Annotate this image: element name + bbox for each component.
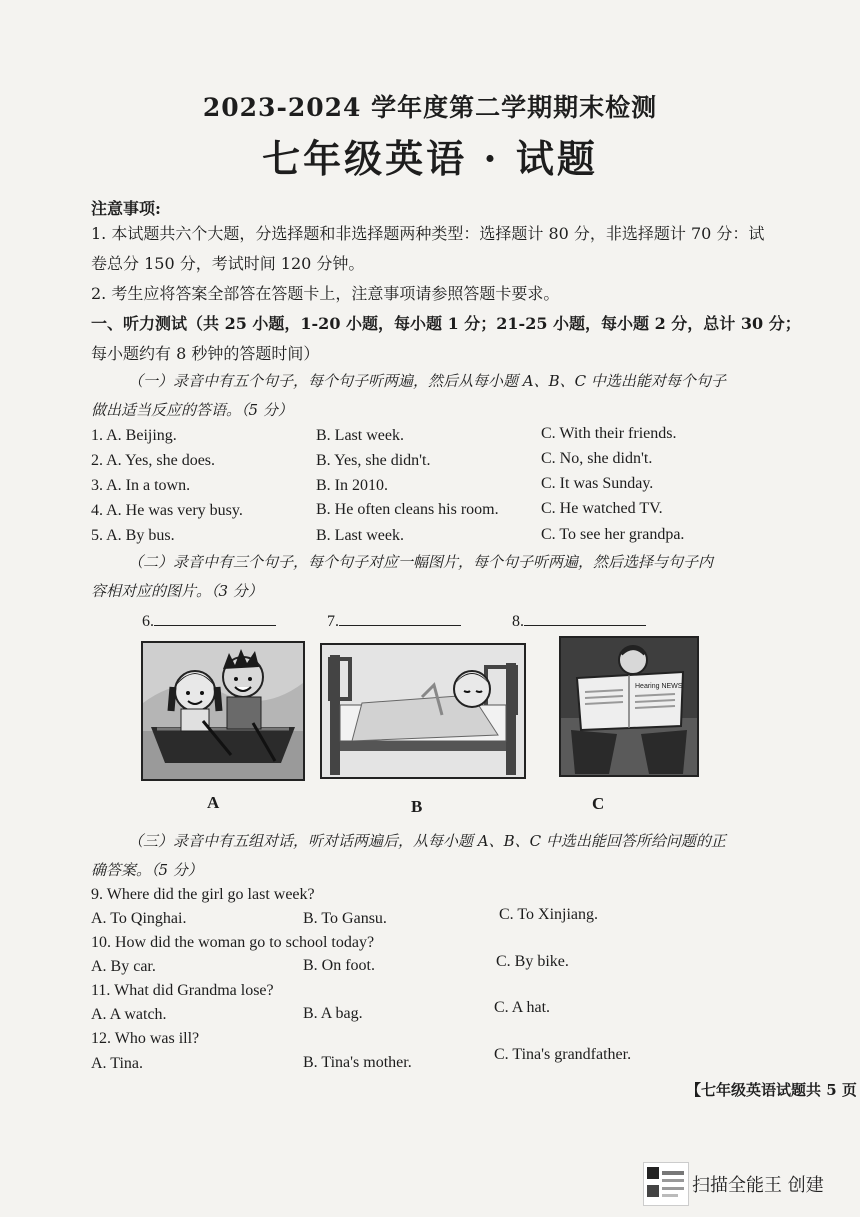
picture-c-label: C <box>592 794 605 813</box>
part1-title-a: 一、听力测试（共 25 小题，1-20 小题，每小题 1 分；21-25 小题，每小题 2 分，总计 30 分； <box>91 314 801 333</box>
q3-option-a: 3. A. In a town. <box>91 477 191 494</box>
sub1-instruction-b: 做出适当反应的答语。（5 分） <box>91 401 293 419</box>
notice-line-1a: 1. 本试题共六个大题，分选择题和非选择题两种类型：选择题计 80 分，非选择题计 70 分：试 <box>91 224 765 243</box>
notice-line-2: 2. 考生应将答案全部答在答题卡上，注意事项请参照答题卡要求。 <box>91 284 560 303</box>
q10-option-b: B. On foot. <box>303 957 375 974</box>
part1-title-b: 每小题约有 8 秒钟的答题时间） <box>91 344 320 363</box>
answer-blank-6: 6. <box>142 611 276 631</box>
notice-heading: 注意事项: <box>91 199 161 218</box>
q5-option-b: B. Last week. <box>316 527 404 544</box>
exam-subject-title: 七年级英语 · 试题 <box>262 136 598 181</box>
q2-option-c: C. No, she didn't. <box>541 450 653 467</box>
q10-option-a: A. By car. <box>91 958 156 975</box>
scanner-watermark: 扫描全能王 创建 <box>692 1175 824 1196</box>
q1-option-c: C. With their friends. <box>541 425 677 442</box>
q2-option-a: 2. A. Yes, she does. <box>91 452 216 469</box>
q9-option-c: C. To Xinjiang. <box>499 906 599 923</box>
q12-option-a: A. Tina. <box>91 1055 144 1072</box>
notice-line-1b: 卷总分 150 分，考试时间 120 分钟。 <box>91 254 365 273</box>
scanner-logo <box>643 1162 689 1206</box>
q12-question: 12. Who was ill? <box>91 1030 200 1047</box>
q9-option-a: A. To Qinghai. <box>91 910 187 927</box>
q10-question: 10. How did the woman go to school today? <box>91 934 375 951</box>
q9-question: 9. Where did the girl go last week? <box>91 886 315 903</box>
q5-option-a: 5. A. By bus. <box>91 527 175 544</box>
q9-option-b: B. To Gansu. <box>303 910 387 927</box>
q4-option-a: 4. A. He was very busy. <box>91 502 243 519</box>
sub2-instruction-a: （二）录音中有三个句子，每个句子对应一幅图片，每个句子听两遍，然后选择与句子内 <box>128 553 714 571</box>
sub2-instruction-b: 容相对应的图片。（3 分） <box>91 582 263 600</box>
q4-option-c: C. He watched TV. <box>541 500 663 517</box>
picture-b-bed <box>320 643 526 779</box>
q3-option-c: C. It was Sunday. <box>541 475 654 492</box>
newspaper-headline: Hearing NEWS <box>635 683 683 690</box>
q11-option-a: A. A watch. <box>91 1006 167 1023</box>
q12-option-b: B. Tina's mother. <box>303 1054 412 1071</box>
picture-c-newspaper <box>559 636 699 777</box>
q11-option-b: B. A bag. <box>303 1005 363 1022</box>
picture-a-boat <box>141 641 305 781</box>
sub3-instruction-b: 确答案。（5 分） <box>91 861 203 879</box>
exam-year-title: 2023-2024 学年度第二学期期末检测 <box>202 93 658 122</box>
page-count-note: 【七年级英语试题共 5 页 <box>686 1081 857 1099</box>
answer-blank-7: 7. <box>327 611 461 631</box>
q12-option-c: C. Tina's grandfather. <box>494 1046 632 1063</box>
answer-blank-8: 8. <box>512 611 646 631</box>
q2-option-b: B. Yes, she didn't. <box>316 452 431 469</box>
q1-option-a: 1. A. Beijing. <box>91 427 177 444</box>
q3-option-b: B. In 2010. <box>316 477 388 494</box>
q4-option-b: B. He often cleans his room. <box>316 501 499 518</box>
q5-option-c: C. To see her grandpa. <box>541 526 685 543</box>
picture-b-label: B <box>411 797 423 816</box>
q11-question: 11. What did Grandma lose? <box>91 982 274 999</box>
sub3-instruction-a: （三）录音中有五组对话，听对话两遍后，从每小题 A、B、C 中选出能回答所给问题的正 <box>128 832 726 850</box>
picture-a-label: A <box>207 793 220 812</box>
sub1-instruction-a: （一）录音中有五个句子，每个句子听两遍，然后从每小题 A、B、C 中选出能对每个句子 <box>128 372 726 390</box>
q10-option-c: C. By bike. <box>496 953 569 970</box>
q1-option-b: B. Last week. <box>316 427 404 444</box>
q11-option-c: C. A hat. <box>494 999 551 1016</box>
